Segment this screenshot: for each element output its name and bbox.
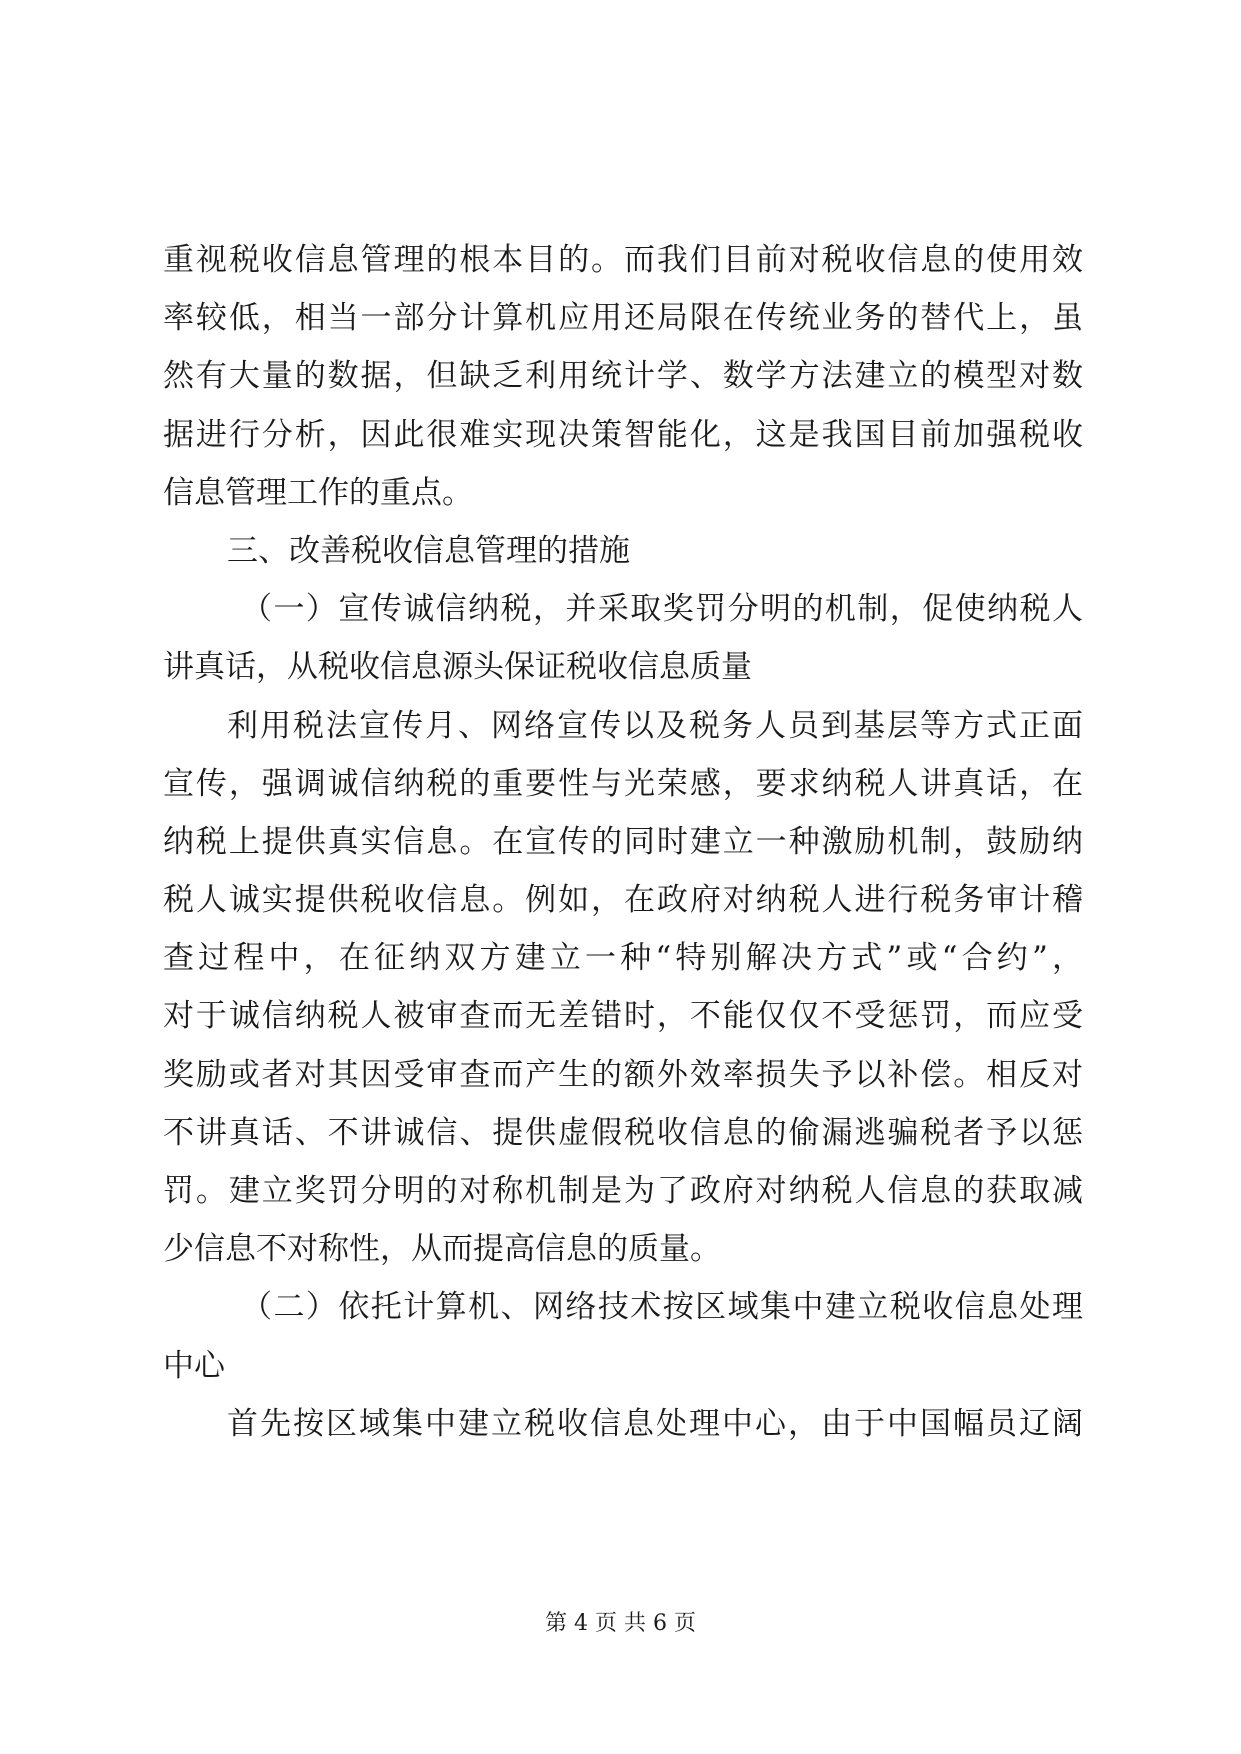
text-line: 首先按区域集中建立税收信息处理中心，由于中国幅员辽阔	[227, 1405, 1083, 1442]
text-line: 重视税收信息管理的根本目的。而我们目前对税收信息的使用效	[163, 242, 1083, 278]
body-text	[163, 231, 1083, 1453]
page-footer	[0, 1609, 1241, 1639]
text-line: 信息管理工作的重点。	[163, 474, 473, 511]
text-line: 不讲真话、不讲诚信、提供虚假税收信息的偷漏逃骗税者予以惩	[163, 1114, 1083, 1151]
text-line: 宣传，强调诚信纳税的重要性与光荣感，要求纳税人讲真话，在	[163, 765, 1083, 802]
text-line: 税人诚实提供税收信息。例如，在政府对纳税人进行税务审计稽	[163, 882, 1083, 919]
text-line: 奖励或者对其因受审查而产生的额外效率损失予以补偿。相反对	[163, 1056, 1083, 1093]
text-line: 对于诚信纳税人被审查而无差错时，不能仅仅不受惩罚，而应受	[163, 998, 1083, 1035]
subsection-heading-line: （二）依托计算机、网络技术按区域集中建立税收信息处理	[241, 1289, 1083, 1326]
text-line: 利用税法宣传月、网络宣传以及税务人员到基层等方式正面	[227, 707, 1083, 744]
text-line: 查过程中，在征纳双方建立一种“特别解决方式”或“合约”，	[163, 940, 1083, 977]
section-heading: 三、改善税收信息管理的措施	[227, 532, 630, 569]
text-line: 少信息不对称性，从而提高信息的质量。	[163, 1231, 721, 1268]
text-line: 率较低，相当一部分计算机应用还局限在传统业务的替代上，虽	[163, 300, 1083, 337]
text-line: 罚。建立奖罚分明的对称机制是为了政府对纳税人信息的获取减	[163, 1173, 1083, 1209]
text-line: 然有大量的数据，但缺乏利用统计学、数学方法建立的模型对数	[163, 358, 1083, 395]
subsection-heading-line: 中心	[163, 1347, 225, 1384]
subsection-heading-line: 讲真话，从税收信息源头保证税收信息质量	[163, 649, 752, 686]
text-line: 据进行分析，因此很难实现决策智能化，这是我国目前加强税收	[163, 416, 1083, 453]
subsection-heading-line: （一）宣传诚信纳税，并采取奖罚分明的机制，促使纳税人	[241, 591, 1083, 628]
page-number-label: 第 4 页 共 6 页	[545, 1611, 696, 1636]
text-line: 纳税上提供真实信息。在宣传的同时建立一种激励机制，鼓励纳	[163, 823, 1083, 860]
